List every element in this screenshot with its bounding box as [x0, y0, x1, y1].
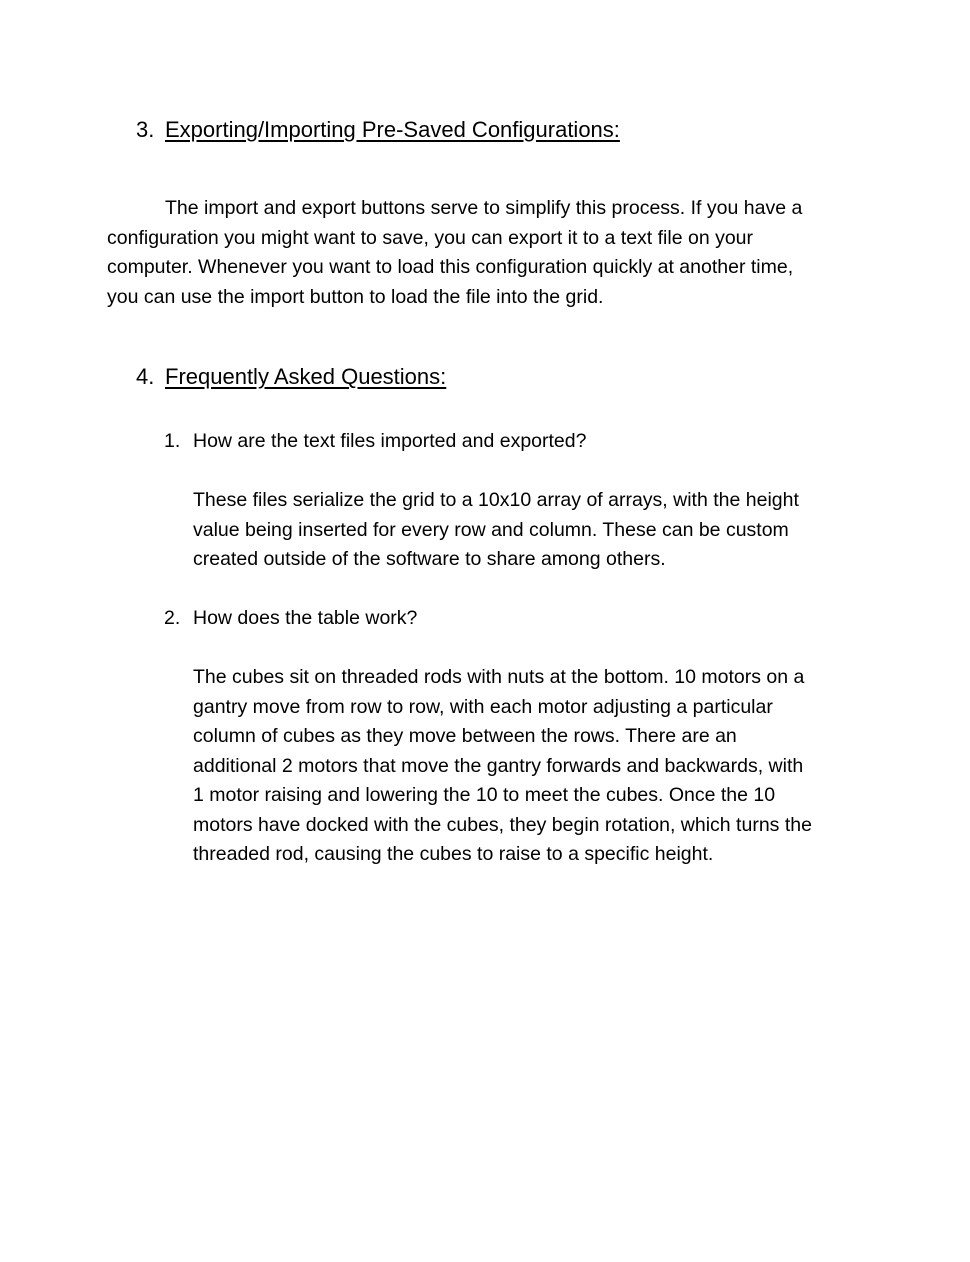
answer-line: created outside of the software to share among others. — [193, 548, 666, 570]
answer-line: These files serialize the grid to a 10x10 array of arrays, with the height — [193, 489, 799, 511]
answer-line: additional 2 motors that move the gantry forwards and backwards, with — [193, 754, 804, 777]
section-4-title: Frequently Asked Questions: — [165, 364, 447, 389]
faq-question-2 — [164, 604, 417, 634]
faq-question-1 — [164, 427, 586, 457]
faq-question-text: How are the text files imported and exported? — [193, 430, 587, 452]
section-3-title: Exporting/Importing Pre-Saved Configurations: — [165, 117, 620, 142]
faq-question-number: 1. — [164, 430, 181, 452]
answer-line: 1 motor raising and lowering the 10 to meet the cubes. Once the 10 — [193, 784, 776, 806]
paragraph-line: you can use the import button to load the file into the grid. — [107, 285, 604, 308]
section-3-heading — [136, 115, 620, 145]
paragraph-line: The import and export buttons serve to simplify this process. If you have a — [165, 197, 803, 219]
answer-line: value being inserted for every row and column. These can be custom — [193, 518, 789, 541]
section-3-paragraph — [107, 194, 867, 312]
paragraph-line: computer. Whenever you want to load this configuration quickly at another time, — [107, 256, 794, 278]
section-4-number: 4. — [136, 364, 155, 389]
section-3-number: 3. — [136, 117, 155, 142]
faq-answer-2 — [193, 663, 873, 870]
faq-question-number: 2. — [164, 607, 181, 629]
faq-question-text: How does the table work? — [193, 607, 418, 629]
answer-line: column of cubes as they move between the rows. There are an — [193, 725, 737, 747]
faq-answer-1 — [193, 486, 873, 575]
answer-line: The cubes sit on threaded rods with nuts at the bottom. 10 motors on a — [193, 666, 805, 688]
answer-line: motors have docked with the cubes, they begin rotation, which turns the — [193, 813, 812, 836]
answer-line: gantry move from row to row, with each motor adjusting a particular — [193, 695, 773, 718]
section-4-heading — [136, 362, 446, 392]
paragraph-line: configuration you might want to save, you can export it to a text file on your — [107, 226, 754, 249]
answer-line: threaded rod, causing the cubes to raise to a specific height. — [193, 843, 714, 865]
